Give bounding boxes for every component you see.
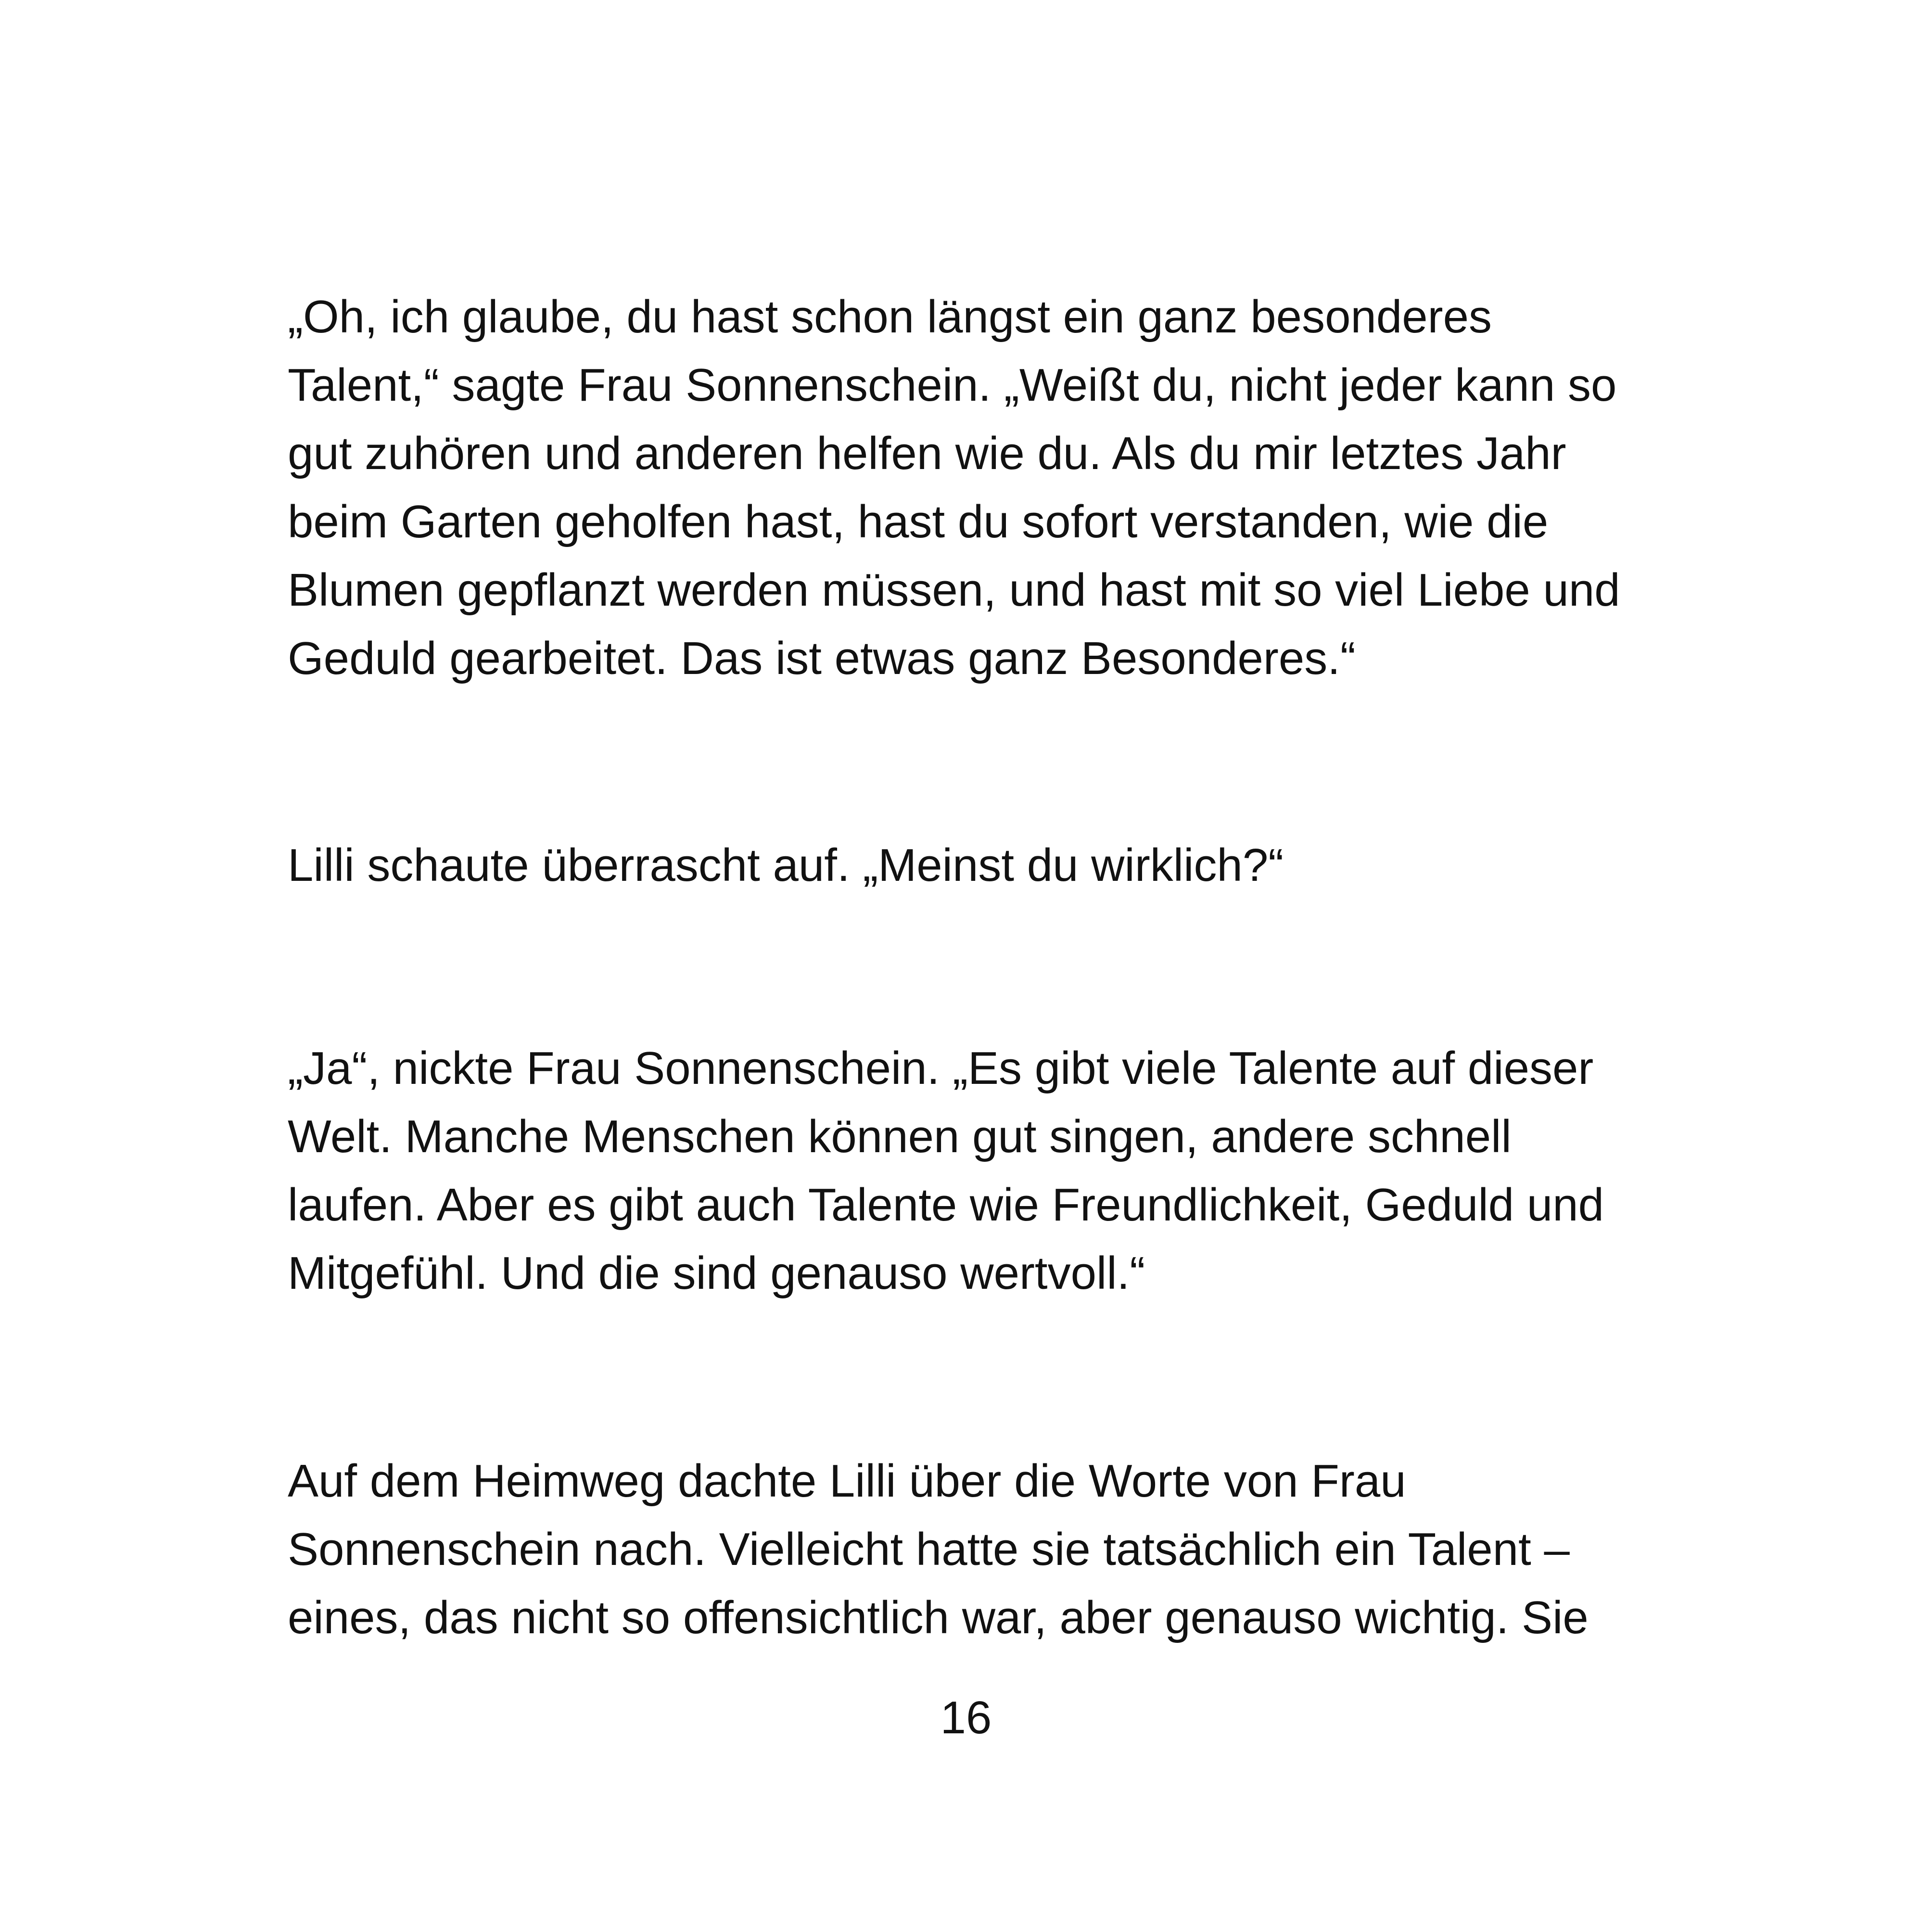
paragraph-way-home (288, 1447, 1683, 1652)
text-line: „Oh, ich glaube, du hast schon längst ein ganz besonderes (288, 291, 1492, 343)
text-line: Talent,“ sagte Frau Sonnenschein. „Weißt du, nicht jeder kann so (288, 359, 1617, 411)
paragraph-lilli-surprised (288, 831, 1683, 900)
text-line: Auf dem Heimweg dachte Lilli über die Worte von Frau (288, 1455, 1406, 1507)
text-line: Welt. Manche Menschen können gut singen, andere schnell (288, 1111, 1512, 1162)
text-line: beim Garten geholfen hast, hast du sofort verstanden, wie die (288, 496, 1549, 547)
text-line: Sonnenschein nach. Vielleicht hatte sie tatsächlich ein Talent – (288, 1524, 1570, 1575)
text-line: Mitgefühl. Und die sind genauso wertvoll.“ (288, 1247, 1145, 1299)
text-line: „Ja“, nickte Frau Sonnenschein. „Es gibt viele Talente auf dieser (288, 1042, 1594, 1094)
text-line: Lilli schaute überrascht auf. „Meinst du wirklich?“ (288, 839, 1284, 891)
text-line: Blumen gepflanzt werden müssen, und hast mit so viel Liebe und (288, 564, 1620, 616)
text-line: Geduld gearbeitet. Das ist etwas ganz Besonderes.“ (288, 633, 1356, 684)
text-line: gut zuhören und anderen helfen wie du. Als du mir letztes Jahr (288, 428, 1566, 479)
text-line: eines, das nicht so offensichtlich war, aber genauso wichtig. Sie (288, 1592, 1589, 1643)
page-number: 16 (940, 1692, 992, 1743)
paragraph-frau-sonnenschein-talent (288, 283, 1683, 693)
paragraph-many-talents (288, 1034, 1683, 1308)
text-line: laufen. Aber es gibt auch Talente wie Freundlichkeit, Geduld und (288, 1179, 1604, 1231)
